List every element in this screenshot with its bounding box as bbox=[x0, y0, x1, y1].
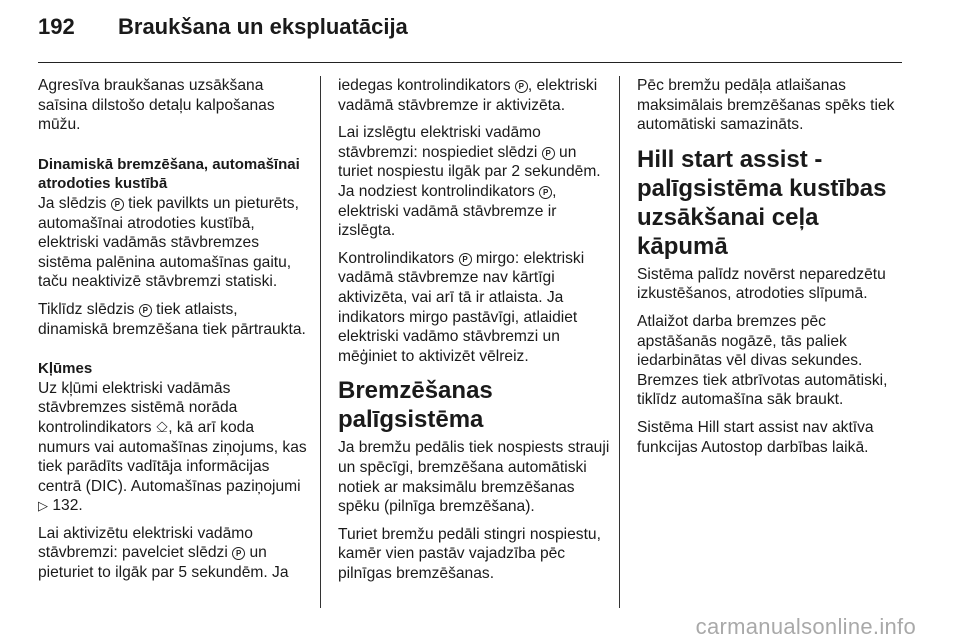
page-number: 192 bbox=[38, 14, 75, 39]
heading-brake-assist: Bremzēšanas palīgsistēma bbox=[338, 377, 493, 434]
parking-brake-icon: P bbox=[542, 147, 555, 160]
paragraph: Kontrolindikators P mirgo: elektriski vadāmā stāvbremze nav kārtīgi aktivizēta, vai arī tā ir atlaista. Ja indikators mirgo pastāvīgi, atlaidiet elektriski vadāmo stāvbremzi un mēģiniet to aktivizēt vēlreiz. bbox=[338, 249, 585, 365]
watermark: carmanualsonline.info bbox=[695, 614, 916, 639]
paragraph: Lai aktivizētu elektriski vadāmo stāvbremzi: pavelciet slēdzi P un pieturiet to ilgāk par 5 sekundēm. Ja bbox=[38, 524, 289, 582]
parking-brake-icon: P bbox=[111, 198, 124, 211]
paragraph: Agresīva braukšanas uzsākšana saīsina dilstošo detaļu kalpošanas mūžu. bbox=[38, 77, 275, 134]
page-header bbox=[38, 14, 902, 63]
paragraph: Uz kļūmi elektriski vadāmās stāvbremzes sistēmā norāda kontrolindikators ⎐, kā arī koda numurs vai automašīnas ziņojums, kas tiek parādīts vadītāja informācijas centrā (DIC). Automašīnas paziņojumi ▷ 132. bbox=[38, 379, 307, 515]
page-reference-arrow-icon: ▷ bbox=[38, 498, 48, 514]
parking-brake-icon: P bbox=[515, 80, 528, 93]
heading-hill-start-assist: Hill start assist - palīgsistēma kustības uzsākšanai ceļa kāpumā bbox=[637, 145, 887, 260]
parking-brake-icon: P bbox=[139, 304, 152, 317]
paragraph: Ja bremžu pedālis tiek nospiests strauji un spēcīgi, bremzēšana automātiski notiek ar maksimālu bremzēšanas spēku (pilnīga bremzēšana). bbox=[338, 439, 610, 516]
column-2 bbox=[338, 76, 610, 591]
paragraph: Ja slēdzis P tiek pavilkts un pieturēts, automašīnai atrodoties kustībā, elektriski vadāmās stāvbremzes sistēma palēnina automašīnas gaitu, taču neaktivizē stāvbremzi statiski. bbox=[38, 194, 299, 291]
parking-brake-icon: P bbox=[459, 253, 472, 266]
parking-brake-icon: P bbox=[232, 547, 245, 560]
paragraph: Tiklīdz slēdzis P tiek atlaists, dinamiskā bremzēšana tiek pārtraukta. bbox=[38, 300, 306, 338]
paragraph: Pēc bremžu pedāļa atlaišanas maksimālais bremzēšanas spēks tiek automātiski samazināts. bbox=[637, 77, 895, 134]
column-1 bbox=[38, 76, 310, 591]
warning-icon: ⎐ bbox=[155, 418, 169, 436]
paragraph: iedegas kontrolindikators P , elektriski vadāmā stāvbremze ir aktivizēta. bbox=[338, 77, 598, 114]
subheading-faults: Kļūmes bbox=[38, 360, 93, 378]
paragraph: Turiet bremžu pedāli stingri nospiestu, kamēr vien pastāv vajadzība pēc pilnīgas bremzēšanas. bbox=[338, 525, 601, 582]
subheading-dynamic-braking: Dinamiskā bremzēšana, automašīnai atrodoties kustībā bbox=[38, 155, 300, 193]
page-title: Braukšana un ekspluatācija bbox=[118, 14, 408, 39]
paragraph: Atlaižot darba bremzes pēc apstāšanās nogāzē, tās paliek iedarbinātas vēl divas sekundes. Bremzes tiek atbrīvotas automātiski, tiklīdz automašīna sāk braukt. bbox=[637, 312, 888, 409]
column-divider bbox=[320, 76, 321, 608]
column-3 bbox=[637, 76, 909, 465]
paragraph: Sistēma palīdz novērst neparedzētu izkustēšanos, atrodoties slīpumā. bbox=[637, 265, 886, 303]
column-divider bbox=[619, 76, 620, 608]
parking-brake-icon: P bbox=[539, 186, 552, 199]
page-reference[interactable]: 132. bbox=[52, 497, 83, 515]
paragraph: Lai izslēgtu elektriski vadāmo stāvbremzi: nospiediet slēdzi P un turiet nospiestu ilgāk par 2 sekundēm. Ja nodziest kontrolindikators P , elektriski vadāmā stāvbremze ir izslēgta. bbox=[338, 124, 601, 240]
paragraph: Sistēma Hill start assist nav aktīva funkcijas Autostop darbības laikā. bbox=[637, 418, 874, 456]
